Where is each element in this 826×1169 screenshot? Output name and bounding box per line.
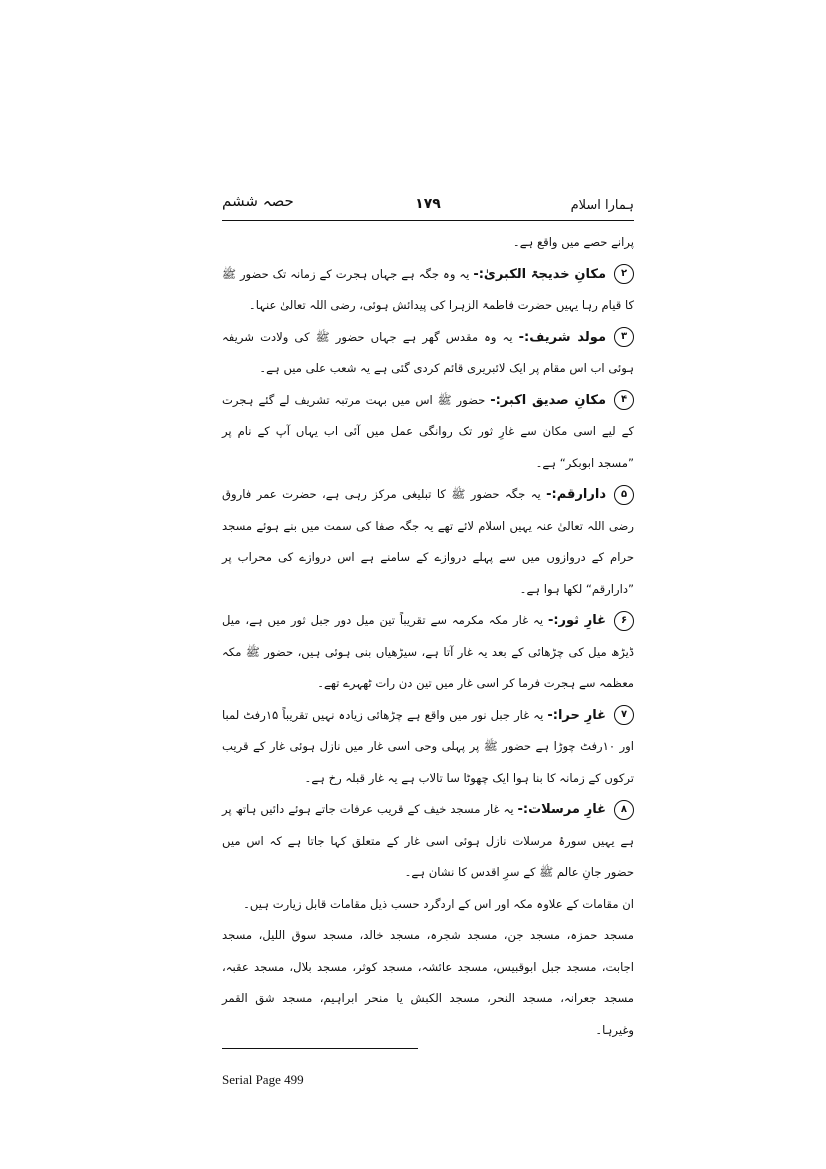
- book-title: ہمارا اسلام: [570, 198, 634, 213]
- body-text: [222, 227, 634, 1046]
- mosque-list: مسجد حمزہ، مسجد جن، مسجد شجرہ، مسجد خالد، مسجد سوق اللیل، مسجد اجابت، مسجد جبل ابوقبیس، مسجد عائشہ، مسجد کوثر، مسجد بلال، مسجد عقبہ، مسجد جعرانہ، مسجد النحر، مسجد الکبش یا منحر ابراہیم، مسجد شق القمر وغیرہا۔: [222, 928, 634, 1037]
- item-number: ۷: [614, 705, 634, 725]
- item-text: یہ غار مسجد خیف کے قریب عرفات جاتے ہوئے دائیں ہاتھ پر ہے یہیں سورۂ مرسلات نازل ہوئی اسی غار کے متعلق کہا جاتا ہے کہ اس میں حضور جانِ عالم ﷺ کے سرِ اقدس کا نشان ہے۔: [222, 802, 634, 879]
- item-text: یہ غار مکہ مکرمہ سے تقریباً تین میل دور جبل ثور میں ہے، میل ڈیڑھ میل کی چڑھائی کے بعد یہ غار آتا ہے، سیڑھیاں بنی ہوئی ہیں، حضور ﷺ مکہ معظمہ سے ہجرت فرما کر اسی غار میں تین دن رات ٹھہرے تھے۔: [222, 613, 634, 690]
- item-4: [222, 385, 634, 480]
- item-title: مکانِ صدیق اکبر:-: [490, 392, 607, 408]
- section-label: حصہ ششم: [222, 192, 294, 210]
- item-number: ۲: [614, 264, 634, 284]
- closing-line: ان مقامات کے علاوہ مکہ اور اس کے اردگرد حسب ذیل مقامات قابل زیارت ہیں۔: [243, 896, 634, 911]
- running-header: [222, 190, 634, 218]
- item-5: [222, 479, 634, 605]
- item-text: یہ وہ جگہ ہے جہاں ہجرت کے زمانہ تک حضور ﷺ کا قیام رہا یہیں حضرت فاطمۃ الزہرا کی پیدائش ہوئی، رضی اللہ تعالیٰ عنہا۔: [222, 266, 634, 312]
- intro-line: پرانے حصے میں واقع ہے۔: [512, 235, 634, 249]
- item-number: ۴: [614, 390, 634, 410]
- item-title: غارِ مرسلات:-: [517, 802, 606, 817]
- serial-page: Serial Page 499: [222, 1072, 304, 1087]
- item-title: مولد شریف:-: [518, 329, 606, 345]
- header-rule: [222, 220, 634, 221]
- item-title: غارِ حرا:-: [547, 707, 606, 723]
- page-number: ۱۷۹: [415, 196, 441, 212]
- item-number: ۵: [614, 485, 634, 505]
- item-number: ۸: [614, 800, 634, 820]
- item-3: [222, 322, 634, 385]
- item-title: غارِ ثور:-: [547, 613, 606, 628]
- item-6: [222, 605, 634, 700]
- item-2: [222, 259, 634, 322]
- item-number: ۶: [614, 611, 634, 631]
- item-number: ۳: [614, 327, 634, 347]
- item-text: یہ غار جبل نور میں واقع ہے چڑھائی زیادہ نہیں تقریباً ۱۵رفٹ لمبا اور ۱۰رفٹ چوڑا ہے حضور ﷺ پر پہلی وحی اسی غار میں نازل ہوئی غار کے قریب ترکوں کے زمانہ کا بنا ہوا ایک چھوٹا سا تالاب ہے یہ غار قبلہ رخ ہے۔: [222, 707, 634, 785]
- item-title: مکانِ خدیجۃ الکبریٰ:-: [473, 266, 606, 282]
- item-title: دارارقم:-: [546, 487, 606, 502]
- item-8: [222, 794, 634, 889]
- item-text: یہ جگہ حضور ﷺ کا تبلیغی مرکز رہی ہے، حضرت عمر فاروق رضی اللہ تعالیٰ عنہ یہیں اسلام لائے تھے یہ جگہ صفا کی سمت میں بنے ہوئے مسجد حرام کے دروازوں میں سے پہلے دروازے کے سامنے ہے اس دروازے کی محراب پر ”دارارقم“ لکھا ہوا ہے۔: [222, 487, 634, 596]
- item-7: [222, 700, 634, 795]
- page-content: [222, 190, 634, 1049]
- item-text: حضور ﷺ اس میں بہت مرتبہ تشریف لے گئے ہجرت کے لیے اسی مکان سے غارِ ثور تک روانگی عمل میں آئی اب یہاں آپ کے نام پر ”مسجد ابوبکر“ ہے۔: [222, 392, 634, 470]
- end-rule: [222, 1048, 418, 1049]
- item-text: یہ وہ مقدس گھر ہے جہاں حضور ﷺ کی ولادت شریفہ ہوئی اب اس مقام پر ایک لائبریری قائم کردی گئی ہے یہ شعب علی میں ہے۔: [222, 329, 634, 375]
